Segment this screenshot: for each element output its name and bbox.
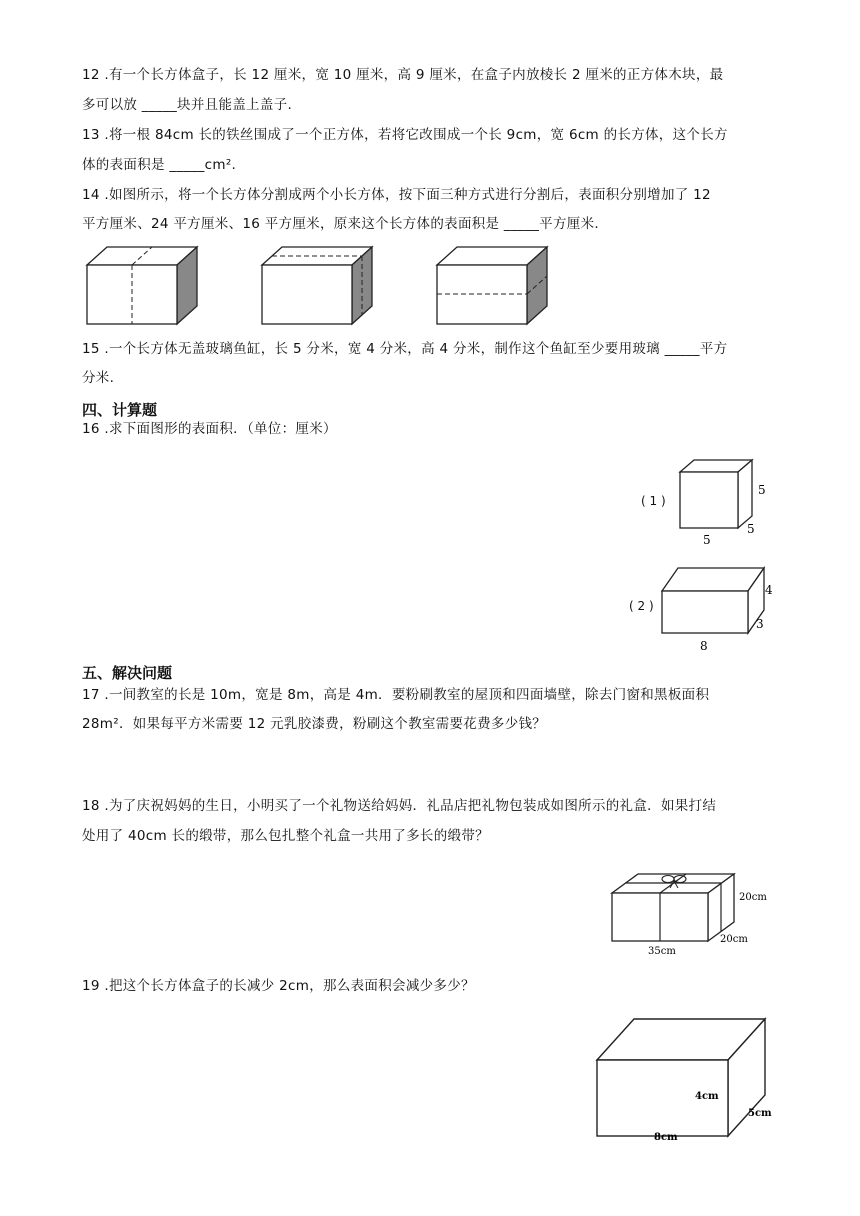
q14-line2: 平方厘米、24 平方厘米、16 平方厘米，原来这个长方体的表面积是 _____平方厘米. (82, 216, 599, 232)
q16-cuboid-figure (660, 566, 778, 656)
section-heading-problems: 五、解决问题 (82, 664, 173, 682)
q15-line1: 15 .一个长方体无盖玻璃鱼缸，长 5 分米，宽 4 分米，高 4 分米，制作这个鱼缸至少要用玻璃 _____平方 (82, 341, 728, 357)
q16-fig1-width-label: 5 (703, 533, 711, 547)
q12-line1: 12 .有一个长方体盒子，长 12 厘米，宽 10 厘米，高 9 厘米，在盒子内放棱长 2 厘米的正方体木块，最 (82, 67, 724, 83)
q17-line1: 17 .一间教室的长是 10m，宽是 8m，高是 4m．要粉刷教室的屋顶和四面墙壁，除去门窗和黑板面积 (82, 687, 710, 703)
q19-width-label: 8cm (654, 1132, 678, 1143)
q16-fig2-depth-label: 3 (756, 617, 764, 631)
q16-text: 16 .求下面图形的表面积．（单位：厘米） (82, 421, 337, 437)
q19-text: 19 .把这个长方体盒子的长减少 2cm，那么表面积会减少多少？ (82, 978, 475, 994)
q16-fig2-width-label: 8 (700, 639, 708, 653)
q14-cuboid-vertical-cut (86, 246, 198, 326)
q18-depth-label: 20cm (720, 934, 748, 945)
q18-height-label: 20cm (739, 892, 767, 903)
q13-line1: 13 .将一根 84cm 长的铁丝围成了一个正方体，若将它改围成一个长 9cm，宽 6cm 的长方体，这个长方 (82, 127, 728, 143)
q18-line2: 处用了 40cm 长的缎带，那么包扎整个礼盒一共用了多长的缎带？ (82, 828, 489, 844)
q16-fig1-depth-label: 5 (747, 522, 755, 536)
q16-fig1-label: ( 1 ) (641, 494, 666, 508)
q16-fig2-label: ( 2 ) (629, 599, 654, 613)
q19-cuboid-figure (594, 1016, 780, 1148)
q18-line1: 18 .为了庆祝妈妈的生日，小明买了一个礼物送给妈妈．礼品店把礼物包装成如图所示的礼盒．如果打结 (82, 798, 717, 814)
q14-cuboid-depth-cut (261, 246, 373, 326)
q17-line2: 28m²．如果每平方米需要 12 元乳胶漆费，粉刷这个教室需要花费多少钱？ (82, 716, 547, 732)
q16-fig1-height-label: 5 (758, 483, 766, 497)
q19-depth-label: 5cm (748, 1108, 772, 1119)
q16-fig2-height-label: 4 (765, 583, 773, 597)
q19-height-label: 4cm (695, 1091, 719, 1102)
q14-line1: 14 .如图所示，将一个长方体分割成两个小长方体，按下面三种方式进行分割后，表面积分别增加了 12 (82, 187, 711, 203)
section-heading-calculation: 四、计算题 (82, 401, 158, 419)
q14-cuboid-horizontal-cut (436, 246, 548, 326)
q12-line2: 多可以放 _____块并且能盖上盖子. (82, 97, 293, 113)
q13-line2: 体的表面积是 _____cm². (82, 157, 237, 173)
q15-line2: 分米. (82, 370, 115, 386)
q18-gift-box-figure (608, 866, 780, 962)
q16-cube-figure (678, 458, 778, 550)
q18-width-label: 35cm (648, 946, 676, 957)
